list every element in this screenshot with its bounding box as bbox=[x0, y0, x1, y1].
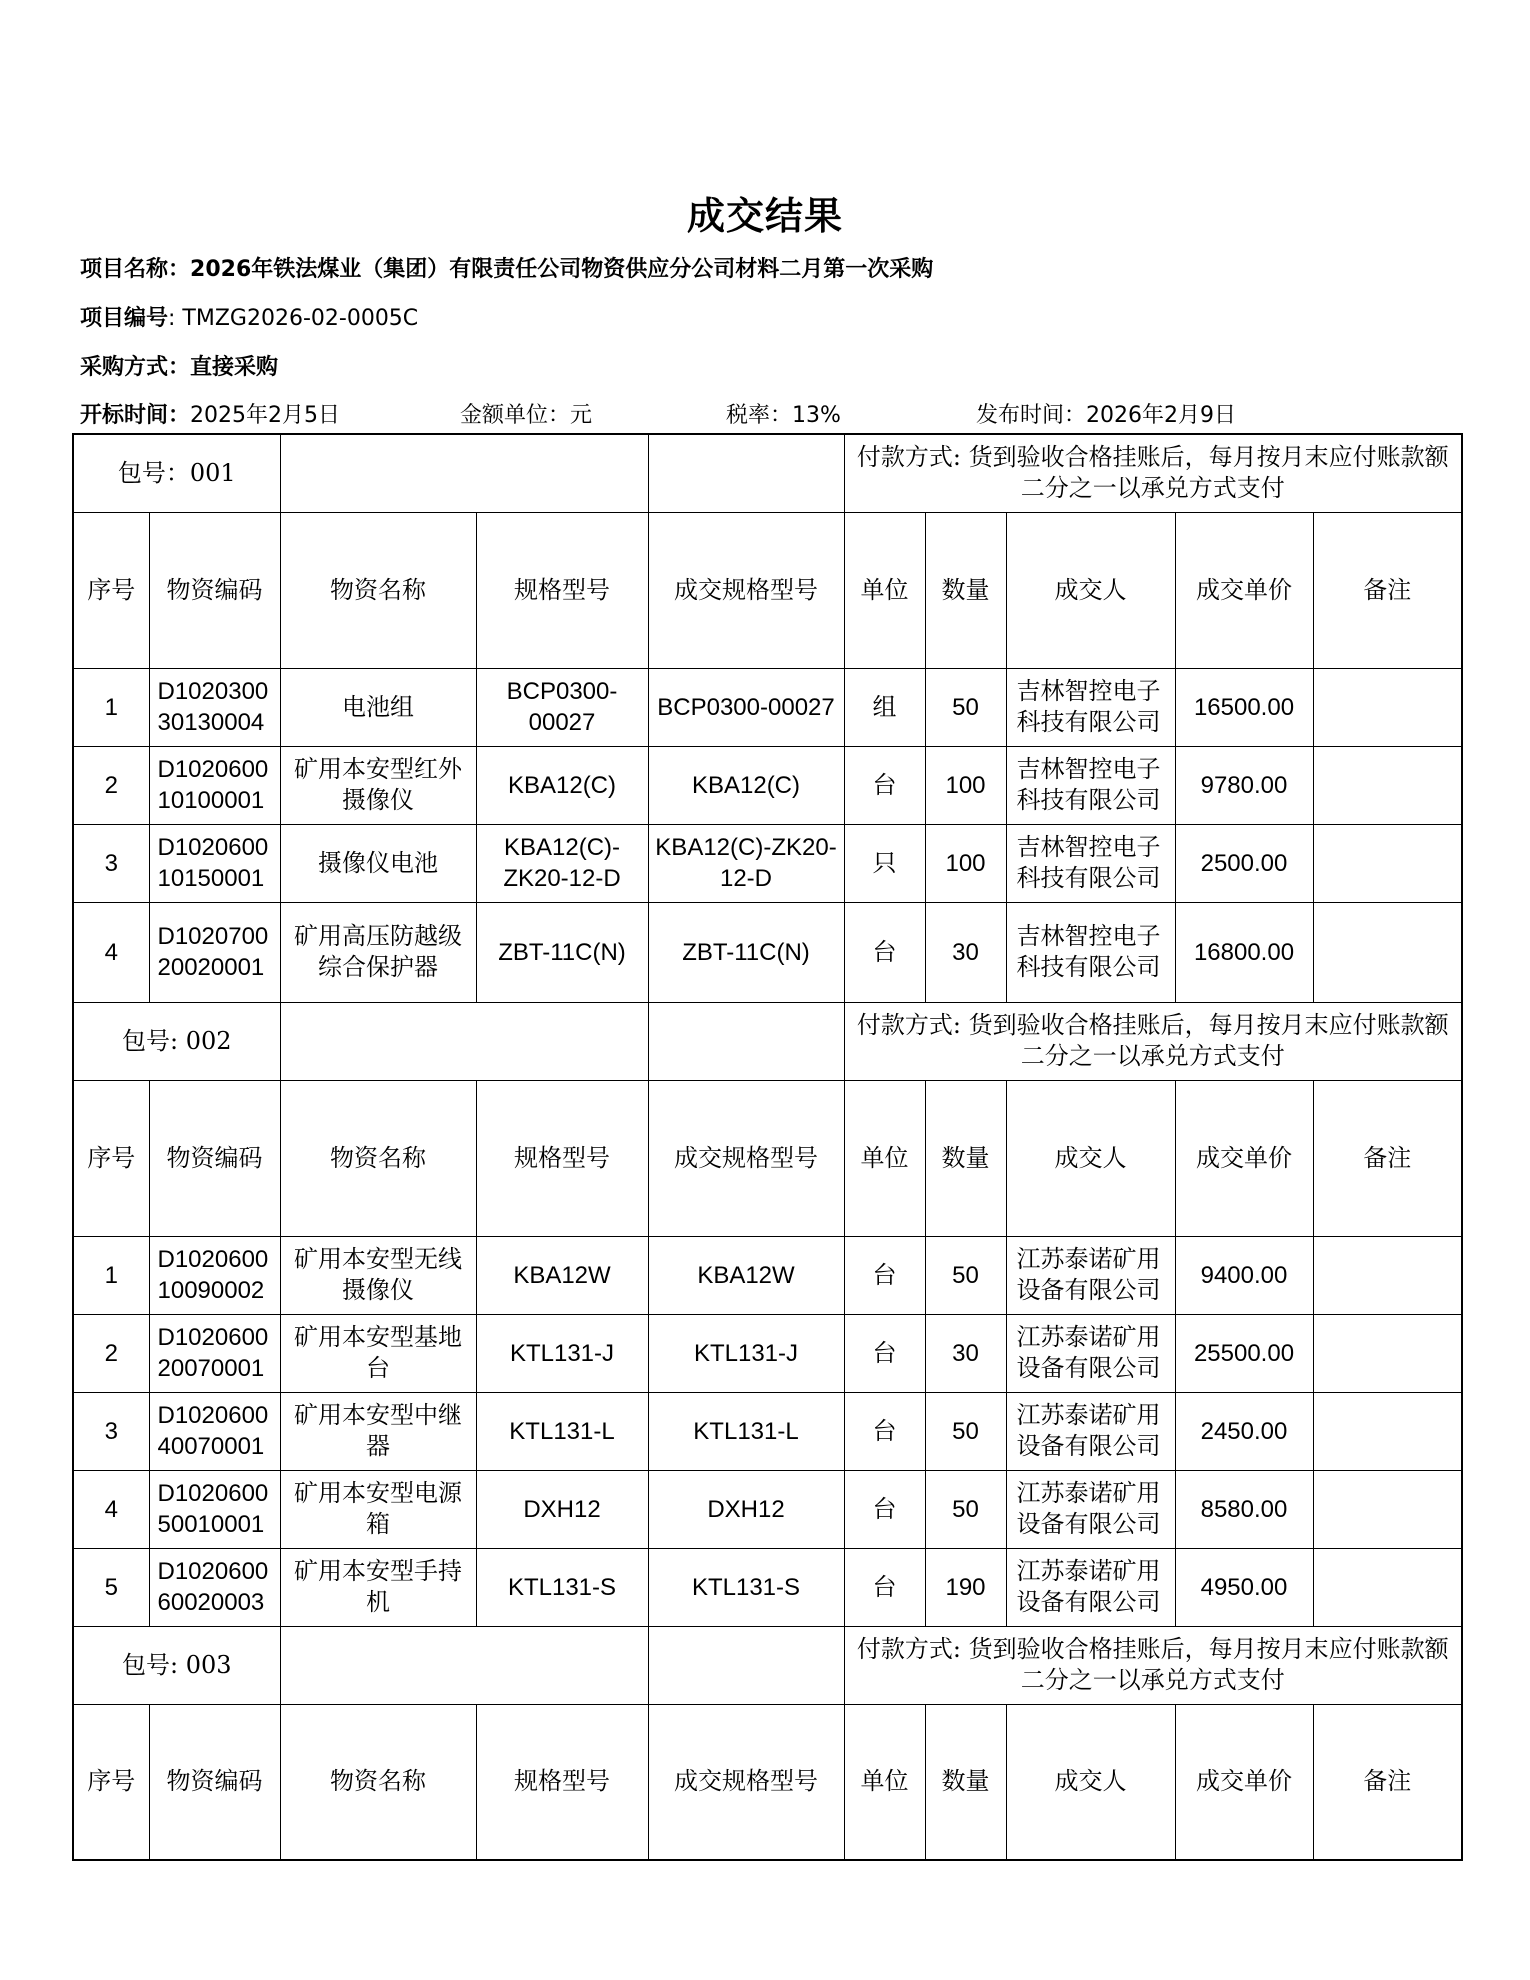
currency-unit: 金额单位：元 bbox=[460, 403, 593, 428]
header-note: 备注 bbox=[1313, 512, 1462, 668]
cell-qty: 50 bbox=[925, 1470, 1006, 1548]
header-no: 序号 bbox=[73, 1704, 149, 1860]
cell-spec: ZBT-11C(N) bbox=[476, 902, 648, 1002]
cell-material-name: 矿用本安型无线摄像仪 bbox=[280, 1236, 476, 1314]
cell-material-name: 矿用本安型手持机 bbox=[280, 1548, 476, 1626]
cell-material-name: 矿用高压防越级综合保护器 bbox=[280, 902, 476, 1002]
package-row bbox=[73, 1002, 1462, 1080]
header-unit: 单位 bbox=[844, 512, 925, 668]
cell-no: 1 bbox=[73, 668, 149, 746]
package-empty-2 bbox=[648, 1626, 844, 1704]
cell-material-code: D102030030130004 bbox=[149, 668, 280, 746]
header-unit: 单位 bbox=[844, 1080, 925, 1236]
table-row bbox=[73, 1392, 1462, 1470]
project-no: : TMZG2026-02-0005C bbox=[168, 306, 419, 331]
cell-note bbox=[1313, 1236, 1462, 1314]
cell-qty: 190 bbox=[925, 1548, 1006, 1626]
cell-price: 2450.00 bbox=[1175, 1392, 1313, 1470]
cell-note bbox=[1313, 668, 1462, 746]
cell-material-name: 矿用本安型红外摄像仪 bbox=[280, 746, 476, 824]
cell-no: 5 bbox=[73, 1548, 149, 1626]
header-price: 成交单价 bbox=[1175, 512, 1313, 668]
payment-terms: 付款方式: 货到验收合格挂账后，每月按月末应付账款额二分之一以承兑方式支付 bbox=[844, 1626, 1462, 1704]
open-time-line bbox=[80, 398, 340, 429]
cell-no: 2 bbox=[73, 1314, 149, 1392]
cell-note bbox=[1313, 746, 1462, 824]
cell-no: 2 bbox=[73, 746, 149, 824]
project-no-line bbox=[80, 301, 418, 332]
header-qty: 数量 bbox=[925, 512, 1006, 668]
project-name: 2026年铁法煤业（集团）有限责任公司物资供应分公司材料二月第一次采购 bbox=[190, 257, 934, 282]
header-vendor: 成交人 bbox=[1006, 1080, 1175, 1236]
cell-qty: 50 bbox=[925, 1392, 1006, 1470]
header-deal-spec: 成交规格型号 bbox=[648, 1704, 844, 1860]
cell-material-code: D102060010090002 bbox=[149, 1236, 280, 1314]
cell-spec: DXH12 bbox=[476, 1470, 648, 1548]
header-note: 备注 bbox=[1313, 1704, 1462, 1860]
header-material-name: 物资名称 bbox=[280, 512, 476, 668]
result-table bbox=[72, 433, 1463, 1861]
header-deal-spec: 成交规格型号 bbox=[648, 512, 844, 668]
cell-no: 3 bbox=[73, 1392, 149, 1470]
cell-material-code: D102060040070001 bbox=[149, 1392, 280, 1470]
cell-deal-spec: BCP0300-00027 bbox=[648, 668, 844, 746]
header-price: 成交单价 bbox=[1175, 1704, 1313, 1860]
header-material-code: 物资编码 bbox=[149, 512, 280, 668]
cell-material-code: D102070020020001 bbox=[149, 902, 280, 1002]
package-empty-2 bbox=[648, 434, 844, 512]
cell-deal-spec: KTL131-J bbox=[648, 1314, 844, 1392]
cell-material-name: 摄像仪电池 bbox=[280, 824, 476, 902]
cell-note bbox=[1313, 1548, 1462, 1626]
cell-unit: 台 bbox=[844, 746, 925, 824]
cell-note bbox=[1313, 824, 1462, 902]
table-row bbox=[73, 746, 1462, 824]
cell-material-code: D102060010150001 bbox=[149, 824, 280, 902]
cell-vendor: 江苏泰诺矿用设备有限公司 bbox=[1006, 1392, 1175, 1470]
cell-deal-spec: KTL131-L bbox=[648, 1392, 844, 1470]
cell-price: 2500.00 bbox=[1175, 824, 1313, 902]
package-empty-1 bbox=[280, 434, 648, 512]
cell-price: 9780.00 bbox=[1175, 746, 1313, 824]
header-qty: 数量 bbox=[925, 1080, 1006, 1236]
page-title: 成交结果 bbox=[686, 194, 843, 238]
package-label: 包号：001 bbox=[73, 434, 280, 512]
table-row bbox=[73, 824, 1462, 902]
cell-no: 4 bbox=[73, 902, 149, 1002]
cell-price: 16500.00 bbox=[1175, 668, 1313, 746]
cell-material-name: 矿用本安型基地台 bbox=[280, 1314, 476, 1392]
cell-unit: 只 bbox=[844, 824, 925, 902]
cell-price: 8580.00 bbox=[1175, 1470, 1313, 1548]
table-row bbox=[73, 668, 1462, 746]
open-time-value: 2025年2月5日 bbox=[190, 403, 340, 428]
header-spec: 规格型号 bbox=[476, 512, 648, 668]
cell-vendor: 吉林智控电子科技有限公司 bbox=[1006, 668, 1175, 746]
cell-unit: 台 bbox=[844, 1236, 925, 1314]
cell-material-name: 矿用本安型中继器 bbox=[280, 1392, 476, 1470]
package-row bbox=[73, 1626, 1462, 1704]
open-time-label: 开标时间： bbox=[80, 403, 191, 428]
cell-no: 4 bbox=[73, 1470, 149, 1548]
method-line bbox=[80, 350, 278, 381]
package-empty-2 bbox=[648, 1002, 844, 1080]
cell-unit: 台 bbox=[844, 1548, 925, 1626]
table-row bbox=[73, 902, 1462, 1002]
cell-note bbox=[1313, 902, 1462, 1002]
header-qty: 数量 bbox=[925, 1704, 1006, 1860]
cell-vendor: 吉林智控电子科技有限公司 bbox=[1006, 824, 1175, 902]
method-label: 采购方式： bbox=[80, 355, 191, 380]
header-price: 成交单价 bbox=[1175, 1080, 1313, 1236]
cell-deal-spec: ZBT-11C(N) bbox=[648, 902, 844, 1002]
header-row bbox=[73, 512, 1462, 668]
header-no: 序号 bbox=[73, 512, 149, 668]
cell-qty: 50 bbox=[925, 668, 1006, 746]
header-spec: 规格型号 bbox=[476, 1704, 648, 1860]
cell-deal-spec: KBA12W bbox=[648, 1236, 844, 1314]
header-no: 序号 bbox=[73, 1080, 149, 1236]
table-row bbox=[73, 1236, 1462, 1314]
method-value: 直接采购 bbox=[190, 355, 279, 380]
cell-unit: 组 bbox=[844, 668, 925, 746]
header-row bbox=[73, 1080, 1462, 1236]
cell-material-code: D102060050010001 bbox=[149, 1470, 280, 1548]
cell-qty: 100 bbox=[925, 746, 1006, 824]
cell-price: 9400.00 bbox=[1175, 1236, 1313, 1314]
cell-qty: 100 bbox=[925, 824, 1006, 902]
cell-vendor: 吉林智控电子科技有限公司 bbox=[1006, 746, 1175, 824]
payment-terms: 付款方式: 货到验收合格挂账后，每月按月末应付账款额二分之一以承兑方式支付 bbox=[844, 1002, 1462, 1080]
table-row bbox=[73, 1470, 1462, 1548]
cell-deal-spec: DXH12 bbox=[648, 1470, 844, 1548]
header-row bbox=[73, 1704, 1462, 1860]
header-deal-spec: 成交规格型号 bbox=[648, 1080, 844, 1236]
cell-deal-spec: KBA12(C)-ZK20-12-D bbox=[648, 824, 844, 902]
cell-spec: KTL131-S bbox=[476, 1548, 648, 1626]
package-label: 包号: 002 bbox=[73, 1002, 280, 1080]
cell-material-code: D102060060020003 bbox=[149, 1548, 280, 1626]
cell-unit: 台 bbox=[844, 902, 925, 1002]
header-note: 备注 bbox=[1313, 1080, 1462, 1236]
header-material-name: 物资名称 bbox=[280, 1080, 476, 1236]
cell-deal-spec: KBA12(C) bbox=[648, 746, 844, 824]
package-empty-1 bbox=[280, 1002, 648, 1080]
header-material-name: 物资名称 bbox=[280, 1704, 476, 1860]
cell-note bbox=[1313, 1392, 1462, 1470]
project-name-line bbox=[80, 252, 933, 283]
cell-vendor: 江苏泰诺矿用设备有限公司 bbox=[1006, 1470, 1175, 1548]
header-material-code: 物资编码 bbox=[149, 1704, 280, 1860]
cell-no: 1 bbox=[73, 1236, 149, 1314]
table-row bbox=[73, 1314, 1462, 1392]
cell-material-name: 电池组 bbox=[280, 668, 476, 746]
package-label: 包号: 003 bbox=[73, 1626, 280, 1704]
cell-spec: KBA12(C) bbox=[476, 746, 648, 824]
cell-material-name: 矿用本安型电源箱 bbox=[280, 1470, 476, 1548]
tax-rate: 税率：13% bbox=[726, 403, 841, 428]
cell-spec: KTL131-J bbox=[476, 1314, 648, 1392]
header-vendor: 成交人 bbox=[1006, 1704, 1175, 1860]
cell-material-code: D102060020070001 bbox=[149, 1314, 280, 1392]
cell-vendor: 江苏泰诺矿用设备有限公司 bbox=[1006, 1548, 1175, 1626]
cell-vendor: 吉林智控电子科技有限公司 bbox=[1006, 902, 1175, 1002]
header-vendor: 成交人 bbox=[1006, 512, 1175, 668]
cell-price: 4950.00 bbox=[1175, 1548, 1313, 1626]
cell-spec: BCP0300-00027 bbox=[476, 668, 648, 746]
header-unit: 单位 bbox=[844, 1704, 925, 1860]
package-row bbox=[73, 434, 1462, 512]
cell-spec: KTL131-L bbox=[476, 1392, 648, 1470]
cell-qty: 50 bbox=[925, 1236, 1006, 1314]
cell-spec: KBA12(C)-ZK20-12-D bbox=[476, 824, 648, 902]
cell-spec: KBA12W bbox=[476, 1236, 648, 1314]
publish-time: 发布时间：2026年2月9日 bbox=[976, 403, 1236, 428]
cell-vendor: 江苏泰诺矿用设备有限公司 bbox=[1006, 1236, 1175, 1314]
cell-vendor: 江苏泰诺矿用设备有限公司 bbox=[1006, 1314, 1175, 1392]
payment-terms: 付款方式: 货到验收合格挂账后，每月按月末应付账款额二分之一以承兑方式支付 bbox=[844, 434, 1462, 512]
header-spec: 规格型号 bbox=[476, 1080, 648, 1236]
package-empty-1 bbox=[280, 1626, 648, 1704]
cell-qty: 30 bbox=[925, 1314, 1006, 1392]
table-row bbox=[73, 1548, 1462, 1626]
cell-unit: 台 bbox=[844, 1470, 925, 1548]
project-no-label: 项目编号 bbox=[80, 306, 169, 331]
cell-material-code: D102060010100001 bbox=[149, 746, 280, 824]
header-material-code: 物资编码 bbox=[149, 1080, 280, 1236]
cell-price: 25500.00 bbox=[1175, 1314, 1313, 1392]
cell-note bbox=[1313, 1470, 1462, 1548]
cell-unit: 台 bbox=[844, 1392, 925, 1470]
project-name-label: 项目名称： bbox=[80, 257, 191, 282]
cell-unit: 台 bbox=[844, 1314, 925, 1392]
cell-deal-spec: KTL131-S bbox=[648, 1548, 844, 1626]
cell-qty: 30 bbox=[925, 902, 1006, 1002]
cell-no: 3 bbox=[73, 824, 149, 902]
cell-price: 16800.00 bbox=[1175, 902, 1313, 1002]
cell-note bbox=[1313, 1314, 1462, 1392]
